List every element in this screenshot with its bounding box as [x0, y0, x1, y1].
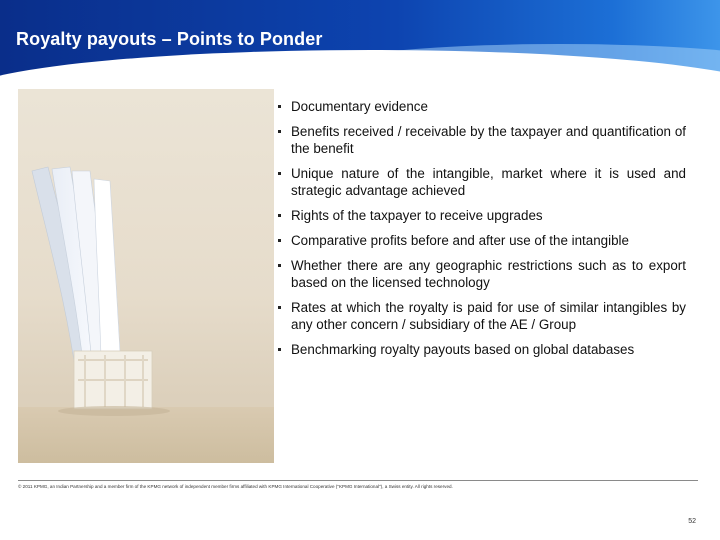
bullet-text: Rates at which the royalty is paid for use of similar intangibles by any other concern / subsidiary of the AE / Group: [291, 300, 686, 332]
slide-header: [0, 0, 720, 78]
paper-documents-photo: [18, 89, 274, 463]
page-number: 52: [688, 518, 696, 525]
list-item: [278, 98, 686, 115]
list-item: [278, 165, 686, 199]
list-item: [278, 257, 686, 291]
square-bullet-icon: [278, 172, 281, 175]
list-item: [278, 207, 686, 224]
paper-stack-illustration: [18, 89, 274, 463]
footer-divider: [18, 480, 698, 481]
square-bullet-icon: [278, 239, 281, 242]
square-bullet-icon: [278, 214, 281, 217]
bullet-text: Benefits received / receivable by the taxpayer and quantification of the benefit: [291, 124, 686, 156]
list-item: [278, 299, 686, 333]
bullet-text: Whether there are any geographic restrictions such as to export based on the licensed technology: [291, 258, 686, 290]
list-item: [278, 123, 686, 157]
square-bullet-icon: [278, 264, 281, 267]
bullet-text: Comparative profits before and after use of the intangible: [291, 233, 629, 248]
bullet-list: [278, 98, 686, 366]
square-bullet-icon: [278, 348, 281, 351]
square-bullet-icon: [278, 306, 281, 309]
list-item: [278, 341, 686, 358]
slide-title: Royalty payouts – Points to Ponder: [16, 29, 323, 49]
square-bullet-icon: [278, 105, 281, 108]
bullet-text: Unique nature of the intangible, market where it is used and strategic advantage achieved: [291, 166, 686, 198]
list-item: [278, 232, 686, 249]
bullet-text: Documentary evidence: [291, 99, 428, 114]
bullet-text: Rights of the taxpayer to receive upgrades: [291, 208, 543, 223]
bullet-text: Benchmarking royalty payouts based on global databases: [291, 342, 635, 357]
square-bullet-icon: [278, 130, 281, 133]
copyright-footer: © 2011 KPMG, an Indian Partnership and a member firm of the KPMG network of independent member firms affiliated with KPMG International Cooperative ("KPMG International"), a Swiss entity. All rights reserved.: [18, 484, 453, 489]
